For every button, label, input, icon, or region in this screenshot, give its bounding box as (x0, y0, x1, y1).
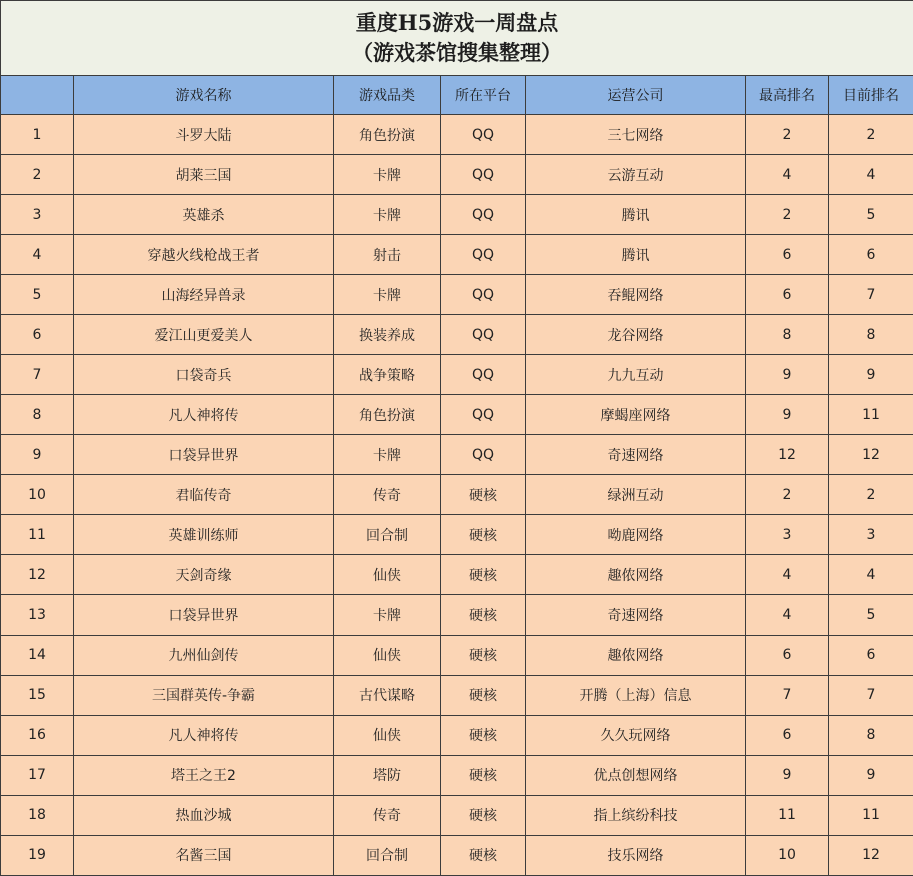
table-row (1, 755, 913, 795)
cell-current-rank: 9 (829, 755, 913, 795)
cell-index: 5 (1, 275, 74, 315)
cell-current-rank: 11 (829, 395, 913, 435)
cell-current-rank: 12 (829, 435, 913, 475)
header-best-rank: 最高排名 (746, 76, 829, 115)
cell-genre: 射击 (334, 235, 441, 275)
cell-platform: 硬核 (441, 595, 526, 635)
cell-index: 2 (1, 155, 74, 195)
cell-genre: 战争策略 (334, 355, 441, 395)
cell-operator: 吞鲲网络 (526, 275, 746, 315)
cell-current-rank: 5 (829, 595, 913, 635)
cell-operator: 云游互动 (526, 155, 746, 195)
cell-operator: 久久玩网络 (526, 715, 746, 755)
cell-operator: 龙谷网络 (526, 315, 746, 355)
cell-platform: QQ (441, 435, 526, 475)
cell-current-rank: 7 (829, 275, 913, 315)
cell-game-name: 凡人神将传 (74, 395, 334, 435)
table-row (1, 435, 913, 475)
cell-current-rank: 3 (829, 515, 913, 555)
cell-genre: 卡牌 (334, 595, 441, 635)
cell-current-rank: 4 (829, 555, 913, 595)
header-genre: 游戏品类 (334, 76, 441, 115)
cell-platform: QQ (441, 235, 526, 275)
cell-genre: 仙侠 (334, 635, 441, 675)
cell-game-name: 斗罗大陆 (74, 115, 334, 155)
cell-current-rank: 4 (829, 155, 913, 195)
cell-operator: 呦鹿网络 (526, 515, 746, 555)
cell-current-rank: 12 (829, 835, 913, 875)
cell-platform: 硬核 (441, 795, 526, 835)
cell-operator: 腾讯 (526, 195, 746, 235)
cell-current-rank: 6 (829, 235, 913, 275)
cell-genre: 古代谋略 (334, 675, 441, 715)
cell-game-name: 英雄训练师 (74, 515, 334, 555)
cell-game-name: 口袋异世界 (74, 595, 334, 635)
cell-current-rank: 2 (829, 115, 913, 155)
cell-genre: 换装养成 (334, 315, 441, 355)
cell-genre: 卡牌 (334, 155, 441, 195)
cell-current-rank: 2 (829, 475, 913, 515)
cell-index: 6 (1, 315, 74, 355)
cell-index: 16 (1, 715, 74, 755)
cell-operator: 优点创想网络 (526, 755, 746, 795)
cell-index: 3 (1, 195, 74, 235)
table-row (1, 555, 913, 595)
cell-platform: QQ (441, 195, 526, 235)
cell-genre: 角色扮演 (334, 395, 441, 435)
cell-platform: 硬核 (441, 555, 526, 595)
cell-index: 15 (1, 675, 74, 715)
cell-best-rank: 3 (746, 515, 829, 555)
cell-game-name: 英雄杀 (74, 195, 334, 235)
cell-platform: QQ (441, 355, 526, 395)
cell-genre: 塔防 (334, 755, 441, 795)
cell-platform: QQ (441, 395, 526, 435)
cell-genre: 卡牌 (334, 275, 441, 315)
cell-game-name: 塔王之王2 (74, 755, 334, 795)
cell-current-rank: 5 (829, 195, 913, 235)
table-row (1, 795, 913, 835)
cell-genre: 传奇 (334, 475, 441, 515)
header-operator: 运营公司 (526, 76, 746, 115)
cell-current-rank: 8 (829, 715, 913, 755)
cell-best-rank: 8 (746, 315, 829, 355)
cell-genre: 仙侠 (334, 555, 441, 595)
cell-game-name: 爱江山更爱美人 (74, 315, 334, 355)
cell-best-rank: 2 (746, 475, 829, 515)
cell-game-name: 天剑奇缘 (74, 555, 334, 595)
table-row (1, 835, 913, 875)
sheet-title (1, 1, 913, 76)
title-line-2: （游戏茶馆搜集整理） (352, 40, 562, 66)
cell-index: 7 (1, 355, 74, 395)
cell-game-name: 凡人神将传 (74, 715, 334, 755)
cell-game-name: 君临传奇 (74, 475, 334, 515)
cell-current-rank: 6 (829, 635, 913, 675)
cell-operator: 开腾（上海）信息 (526, 675, 746, 715)
table-row (1, 595, 913, 635)
header-row (1, 76, 913, 115)
table-row (1, 235, 913, 275)
table-row (1, 355, 913, 395)
cell-operator: 腾讯 (526, 235, 746, 275)
table-row (1, 475, 913, 515)
cell-best-rank: 4 (746, 155, 829, 195)
cell-best-rank: 6 (746, 275, 829, 315)
cell-game-name: 山海经异兽录 (74, 275, 334, 315)
cell-operator: 技乐网络 (526, 835, 746, 875)
cell-index: 1 (1, 115, 74, 155)
cell-operator: 趣侬网络 (526, 635, 746, 675)
cell-genre: 仙侠 (334, 715, 441, 755)
table-row (1, 115, 913, 155)
cell-platform: QQ (441, 275, 526, 315)
cell-genre: 传奇 (334, 795, 441, 835)
cell-platform: 硬核 (441, 755, 526, 795)
cell-index: 12 (1, 555, 74, 595)
cell-best-rank: 9 (746, 755, 829, 795)
cell-best-rank: 6 (746, 635, 829, 675)
cell-index: 9 (1, 435, 74, 475)
cell-game-name: 胡莱三国 (74, 155, 334, 195)
cell-game-name: 名酱三国 (74, 835, 334, 875)
cell-operator: 趣侬网络 (526, 555, 746, 595)
cell-platform: 硬核 (441, 515, 526, 555)
cell-platform: QQ (441, 115, 526, 155)
header-index (1, 76, 74, 115)
cell-operator: 绿洲互动 (526, 475, 746, 515)
table-row (1, 675, 913, 715)
cell-best-rank: 2 (746, 115, 829, 155)
cell-game-name: 口袋奇兵 (74, 355, 334, 395)
cell-platform: 硬核 (441, 475, 526, 515)
cell-genre: 卡牌 (334, 435, 441, 475)
table-row (1, 275, 913, 315)
cell-genre: 卡牌 (334, 195, 441, 235)
table-row (1, 155, 913, 195)
cell-index: 19 (1, 835, 74, 875)
cell-current-rank: 9 (829, 355, 913, 395)
table-row (1, 515, 913, 555)
cell-index: 4 (1, 235, 74, 275)
table-row (1, 195, 913, 235)
cell-platform: 硬核 (441, 715, 526, 755)
header-game-name: 游戏名称 (74, 76, 334, 115)
header-current-rank: 目前排名 (829, 76, 913, 115)
table-row (1, 715, 913, 755)
cell-best-rank: 10 (746, 835, 829, 875)
cell-best-rank: 6 (746, 715, 829, 755)
cell-platform: 硬核 (441, 835, 526, 875)
cell-operator: 摩蝎座网络 (526, 395, 746, 435)
cell-operator: 奇速网络 (526, 595, 746, 635)
cell-genre: 角色扮演 (334, 115, 441, 155)
cell-operator: 三七网络 (526, 115, 746, 155)
cell-best-rank: 4 (746, 555, 829, 595)
table-row (1, 635, 913, 675)
cell-index: 8 (1, 395, 74, 435)
cell-index: 14 (1, 635, 74, 675)
cell-operator: 奇速网络 (526, 435, 746, 475)
cell-best-rank: 7 (746, 675, 829, 715)
cell-index: 13 (1, 595, 74, 635)
cell-genre: 回合制 (334, 515, 441, 555)
cell-operator: 指上缤纷科技 (526, 795, 746, 835)
cell-game-name: 九州仙剑传 (74, 635, 334, 675)
cell-index: 11 (1, 515, 74, 555)
cell-game-name: 三国群英传-争霸 (74, 675, 334, 715)
cell-index: 10 (1, 475, 74, 515)
cell-index: 18 (1, 795, 74, 835)
cell-best-rank: 11 (746, 795, 829, 835)
cell-game-name: 穿越火线枪战王者 (74, 235, 334, 275)
header-platform: 所在平台 (441, 76, 526, 115)
cell-best-rank: 12 (746, 435, 829, 475)
cell-best-rank: 4 (746, 595, 829, 635)
cell-best-rank: 2 (746, 195, 829, 235)
title-line-1: 重度H5游戏一周盘点 (355, 10, 559, 36)
table-row (1, 395, 913, 435)
cell-game-name: 口袋异世界 (74, 435, 334, 475)
cell-current-rank: 11 (829, 795, 913, 835)
cell-index: 17 (1, 755, 74, 795)
cell-platform: 硬核 (441, 635, 526, 675)
table-row (1, 315, 913, 355)
cell-best-rank: 9 (746, 395, 829, 435)
cell-genre: 回合制 (334, 835, 441, 875)
cell-best-rank: 9 (746, 355, 829, 395)
cell-platform: QQ (441, 315, 526, 355)
cell-current-rank: 7 (829, 675, 913, 715)
cell-platform: QQ (441, 155, 526, 195)
cell-best-rank: 6 (746, 235, 829, 275)
cell-operator: 九九互动 (526, 355, 746, 395)
cell-game-name: 热血沙城 (74, 795, 334, 835)
title-row (1, 1, 913, 76)
cell-platform: 硬核 (441, 675, 526, 715)
cell-current-rank: 8 (829, 315, 913, 355)
